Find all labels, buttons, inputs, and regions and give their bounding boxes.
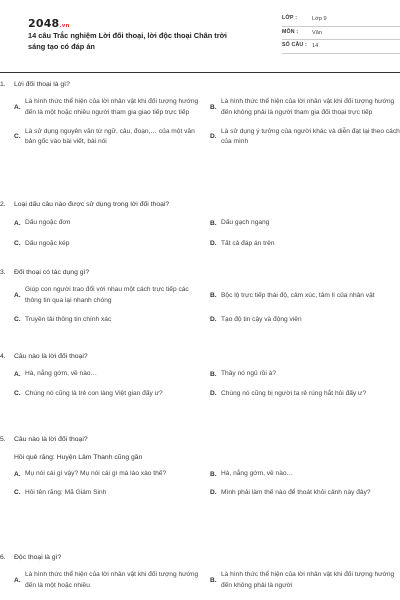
question-number: 2.	[0, 201, 6, 208]
question-header	[0, 553, 400, 563]
option-text: Hà, nắng gớm, về nào…	[25, 370, 98, 378]
option-text: Là hình thức thể hiện của lời nhân vật khi đối tượng hướng đến không phải là người	[221, 571, 395, 589]
option-c[interactable]	[14, 127, 204, 148]
options-grid	[0, 97, 400, 156]
option-text: Chúng nó cũng là trẻ con làng Việt gian đấy ư?	[25, 389, 163, 397]
option-c[interactable]	[14, 315, 204, 326]
question-text: Câu nào là lời đối thoại?	[14, 436, 88, 443]
options-grid	[0, 218, 400, 257]
option-text: Mụ nói cái gì vậy? Mụ nói cái gì mà lào xào thế?	[25, 470, 167, 478]
question-2	[0, 200, 400, 258]
option-text: Dấu ngoặc kép	[25, 239, 70, 247]
meta-key: SỐ CÂU :	[282, 42, 307, 49]
option-letter: A.	[14, 291, 21, 299]
meta-table	[282, 13, 400, 54]
option-d[interactable]	[210, 389, 400, 400]
option-d[interactable]	[210, 315, 400, 326]
question-text: Độc thoại là gì?	[14, 554, 62, 561]
question-text: Câu nào là lời đối thoại?	[14, 353, 88, 360]
question-4	[0, 352, 400, 408]
meta-row-grade	[282, 13, 400, 27]
option-letter: B.	[210, 576, 217, 584]
option-text: Là sử dụng ý tưởng của người khác và diễn đạt lại theo cách của mình	[221, 127, 400, 146]
option-d[interactable]	[210, 488, 400, 499]
option-text: Là hình thức thể hiện của lời nhân vật khi đối tượng hướng đến là một hoặc nhiều người tham gia giao tiếp trực tiếp	[25, 98, 199, 116]
option-c[interactable]	[14, 488, 204, 499]
options-grid	[0, 369, 400, 407]
question-number: 3.	[0, 269, 6, 276]
question-header	[0, 268, 400, 278]
question-1	[0, 80, 400, 156]
option-letter: C.	[14, 315, 21, 323]
option-d[interactable]	[210, 127, 400, 148]
option-letter: B.	[210, 470, 217, 478]
option-letter: C.	[14, 489, 21, 497]
document-header	[28, 0, 384, 70]
question-header	[0, 200, 400, 210]
option-a[interactable]	[14, 97, 204, 118]
option-letter: B.	[210, 291, 217, 299]
option-a[interactable]	[14, 218, 204, 229]
option-text: Bộc lộ trực tiếp thái độ, cảm xúc, tâm lí của nhân vật	[221, 291, 375, 299]
option-letter: A.	[14, 103, 21, 111]
option-letter: A.	[14, 370, 21, 378]
logo-main: 2048	[28, 17, 60, 30]
option-text: Chúng nó cũng bị người ta rẻ rúng hắt hủi đấy ư?	[221, 389, 367, 397]
option-text: Tạo độ tin cậy và động viên	[221, 315, 302, 323]
option-letter: D.	[210, 133, 217, 141]
header-divider	[0, 72, 400, 73]
option-letter: D.	[210, 390, 217, 398]
question-header	[0, 352, 400, 362]
option-c[interactable]	[14, 239, 204, 250]
option-a[interactable]	[14, 369, 204, 380]
meta-row-count	[282, 40, 400, 54]
question-3	[0, 268, 400, 333]
option-letter: B.	[210, 103, 217, 111]
question-number: 5.	[0, 436, 6, 443]
option-letter: A.	[14, 219, 21, 227]
option-text: Mình phải làm thế nào để thoát khỏi cảnh này đây?	[221, 489, 371, 497]
option-text: Thầy nó ngủ rồi à?	[221, 370, 276, 378]
option-a[interactable]	[14, 285, 204, 306]
option-text: Giúp con người trao đổi với nhau một cách trực tiếp các thông tin qua lại nhanh chóng	[25, 286, 189, 304]
question-text: Loại dấu câu nào được sử dụng trong lời đối thoại?	[14, 201, 170, 208]
question-number: 6.	[0, 554, 6, 561]
option-text: Tất cả đáp án trên	[221, 239, 275, 247]
question-number: 4.	[0, 353, 6, 360]
option-b[interactable]	[210, 218, 400, 229]
meta-value: 14	[312, 43, 319, 50]
meta-value: Lớp 9	[312, 16, 327, 23]
option-letter: A.	[14, 470, 21, 478]
option-text: Hỏi tên răng: Mã Giám Sinh	[25, 489, 107, 497]
option-text: Truyền tải thông tin chính xác	[25, 315, 112, 323]
option-b[interactable]	[210, 469, 400, 480]
question-quote: Hồi quê răng: Huyện Lâm Thanh cũng gần	[14, 454, 143, 462]
option-text: Là hình thức thể hiện của lời nhân vật khi đối tượng hướng đến là một hoặc nhiều	[25, 571, 199, 589]
options-grid	[0, 469, 400, 506]
option-a[interactable]	[14, 570, 204, 591]
option-text: Hà, nắng gớm, về nào…	[221, 470, 294, 478]
meta-key: LỚP :	[282, 15, 298, 22]
option-a[interactable]	[14, 469, 204, 480]
option-text: Dấu ngoặc đơn	[25, 219, 71, 227]
option-letter: B.	[210, 370, 217, 378]
option-b[interactable]	[210, 285, 400, 306]
logo-tld: .vn	[59, 23, 70, 29]
option-b[interactable]	[210, 97, 400, 118]
meta-row-subject	[282, 27, 400, 41]
page-title: 14 câu Trắc nghiệm Lời đối thoại, lời độc thoại Chân trời sáng tạo có đáp án	[28, 31, 227, 51]
meta-value: Văn	[312, 29, 322, 36]
option-letter: B.	[210, 219, 217, 227]
option-text: Là sử dụng nguyên văn từ ngữ, câu, đoạn,… của một văn bản gốc vào bài viết, bài nói	[25, 127, 195, 146]
option-b[interactable]	[210, 369, 400, 380]
meta-key: MÔN :	[282, 28, 299, 35]
question-6	[0, 553, 400, 600]
option-letter: D.	[210, 489, 217, 497]
option-letter: C.	[14, 240, 21, 248]
option-b[interactable]	[210, 570, 400, 591]
options-grid	[0, 285, 400, 333]
option-text: Là hình thức thể hiện của lời nhân vật khi đối tượng hướng đến không phải là người tham gia đối thoại trực tiếp	[221, 98, 395, 116]
question-text: Lời đối thoại là gì?	[14, 81, 70, 88]
option-letter: D.	[210, 240, 217, 248]
question-number: 1.	[0, 81, 6, 88]
question-header	[0, 435, 400, 445]
option-c[interactable]	[14, 389, 204, 400]
option-letter: D.	[210, 315, 217, 323]
question-5	[0, 435, 400, 507]
option-d[interactable]	[210, 239, 400, 250]
option-letter: A.	[14, 576, 21, 584]
options-grid	[0, 570, 400, 599]
option-letter: C.	[14, 390, 21, 398]
question-header	[0, 80, 400, 90]
option-text: Dấu gạch ngang	[221, 219, 270, 227]
option-letter: C.	[14, 133, 21, 141]
question-text: Đối thoại có tác dụng gì?	[14, 269, 90, 276]
